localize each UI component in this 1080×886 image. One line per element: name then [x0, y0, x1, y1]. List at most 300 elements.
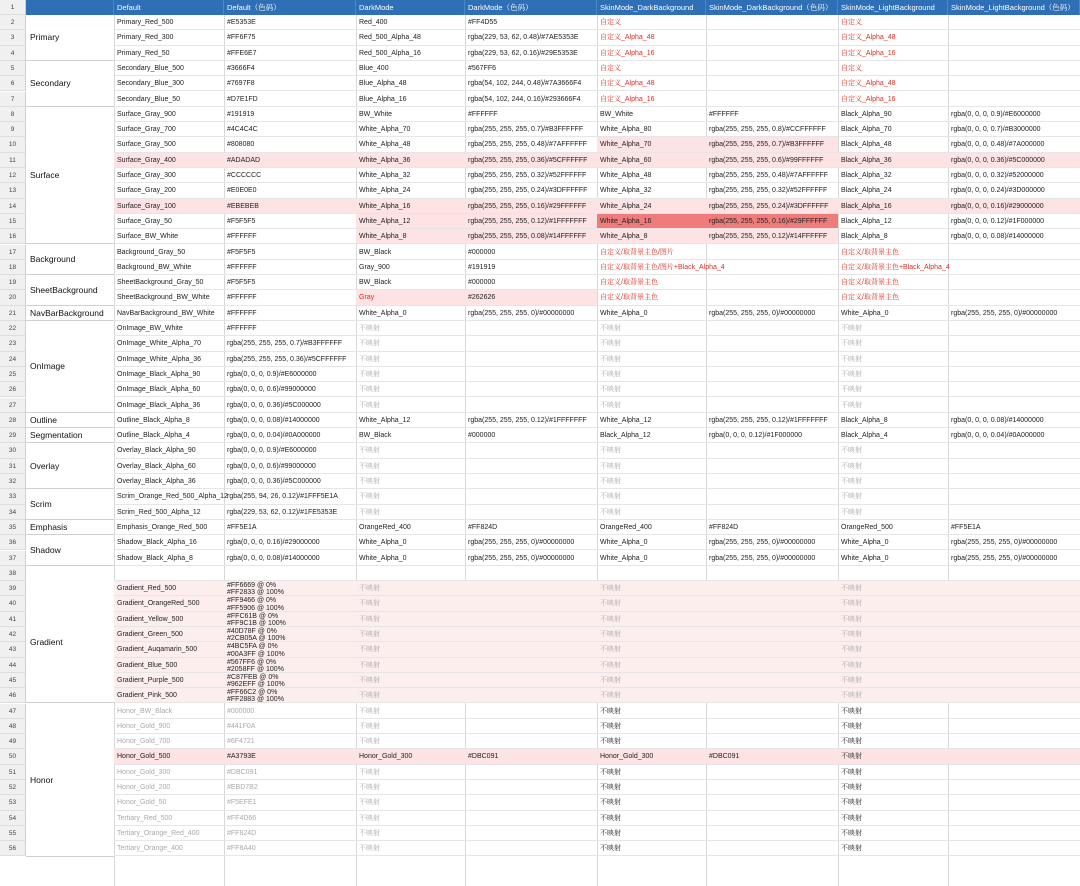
table-cell[interactable]: BW_Black — [356, 428, 465, 443]
table-cell[interactable]: Overlay_Black_Alpha_36 — [114, 474, 224, 489]
table-cell[interactable]: #CCCCCC — [224, 168, 356, 183]
table-cell[interactable]: rgba(0, 0, 0, 0.04)/#0A000000 — [948, 428, 1080, 443]
table-cell[interactable]: 不映射 — [597, 505, 706, 520]
table-cell[interactable]: 不映射 — [838, 627, 948, 642]
table-cell[interactable] — [948, 474, 1080, 489]
table-cell[interactable]: 不映射 — [356, 336, 465, 351]
table-cell[interactable]: Black_Alpha_48 — [838, 137, 948, 152]
table-cell[interactable]: 不映射 — [356, 505, 465, 520]
table-cell[interactable]: rgba(255, 255, 255, 0.32)/#52FFFFFF — [465, 168, 597, 183]
table-cell[interactable]: Black_Alpha_16 — [838, 199, 948, 214]
table-cell[interactable]: rgba(255, 255, 255, 0.12)/#1FFFFFFF — [706, 413, 838, 428]
table-cell[interactable] — [706, 780, 838, 795]
table-cell[interactable]: rgba(0, 0, 0, 0.36)/#5C000000 — [224, 398, 356, 413]
table-cell[interactable]: rgba(54, 102, 244, 0.16)/#293666F4 — [465, 92, 597, 107]
table-cell[interactable]: #ADADAD — [224, 153, 356, 168]
table-cell[interactable] — [706, 260, 838, 275]
table-cell[interactable]: 不映射 — [597, 719, 706, 734]
table-cell[interactable]: 自定义_Alpha_48 — [597, 76, 706, 91]
column-header[interactable]: Default — [114, 0, 224, 15]
table-cell[interactable] — [465, 673, 597, 688]
table-cell[interactable] — [948, 765, 1080, 780]
table-cell[interactable]: 自定义/取背景主色 — [838, 245, 948, 260]
table-cell[interactable]: 自定义/取背景主色 — [838, 275, 948, 290]
table-cell[interactable] — [948, 719, 1080, 734]
table-cell[interactable]: rgba(0, 0, 0, 0.16)/#29000000 — [224, 535, 356, 550]
table-cell[interactable]: rgba(255, 255, 255, 0)/#00000000 — [948, 306, 1080, 321]
table-cell[interactable]: #FF6669 @ 0% #FF2833 @ 100% — [224, 581, 356, 596]
table-cell[interactable]: White_Alpha_70 — [597, 137, 706, 152]
table-cell[interactable]: Blue_400 — [356, 61, 465, 76]
table-cell[interactable]: 自定义_Alpha_16 — [838, 92, 948, 107]
table-cell[interactable]: BW_Black — [356, 275, 465, 290]
table-cell[interactable]: #000000 — [465, 245, 597, 260]
table-cell[interactable]: 不映射 — [838, 658, 948, 673]
column-header[interactable]: SkinMode_DarkBackground — [597, 0, 706, 15]
table-cell[interactable]: #DBC091 — [465, 749, 597, 764]
table-cell[interactable]: 不映射 — [838, 459, 948, 474]
table-cell[interactable]: #441F0A — [224, 719, 356, 734]
table-cell[interactable]: 不映射 — [356, 382, 465, 397]
table-cell[interactable]: Black_Alpha_12 — [838, 214, 948, 229]
table-cell[interactable] — [706, 566, 838, 581]
table-cell[interactable]: rgba(255, 255, 255, 0)/#00000000 — [706, 551, 838, 566]
column-header[interactable]: SkinMode_DarkBackground（色码） — [706, 0, 838, 15]
table-cell[interactable]: White_Alpha_60 — [597, 153, 706, 168]
table-cell[interactable]: #FF6F75 — [224, 30, 356, 45]
table-cell[interactable]: Scrim_Orange_Red_500_Alpha_12 — [114, 489, 224, 504]
table-cell[interactable]: 不映射 — [597, 382, 706, 397]
table-cell[interactable]: 不映射 — [356, 734, 465, 749]
table-cell[interactable] — [465, 765, 597, 780]
table-cell[interactable]: 不映射 — [597, 780, 706, 795]
table-cell[interactable]: White_Alpha_0 — [838, 535, 948, 550]
table-cell[interactable]: OnImage_White_Alpha_70 — [114, 336, 224, 351]
table-cell[interactable]: rgba(0, 0, 0, 0.16)/#29000000 — [948, 199, 1080, 214]
table-cell[interactable]: #FF8A40 — [224, 841, 356, 856]
table-cell[interactable]: rgba(255, 255, 255, 0.24)/#3DFFFFFF — [706, 199, 838, 214]
table-cell[interactable]: rgba(255, 255, 255, 0)/#00000000 — [706, 306, 838, 321]
table-cell[interactable]: 不映射 — [597, 612, 706, 627]
table-cell[interactable]: Gradient_Red_500 — [114, 581, 224, 596]
table-cell[interactable] — [706, 627, 838, 642]
table-cell[interactable] — [706, 336, 838, 351]
table-cell[interactable] — [465, 642, 597, 657]
table-cell[interactable] — [465, 734, 597, 749]
table-cell[interactable] — [948, 642, 1080, 657]
table-cell[interactable]: White_Alpha_16 — [356, 199, 465, 214]
table-cell[interactable] — [465, 459, 597, 474]
table-cell[interactable]: rgba(0, 0, 0, 0.12)/#1F000000 — [948, 214, 1080, 229]
table-cell[interactable] — [706, 811, 838, 826]
table-cell[interactable]: Red_500_Alpha_16 — [356, 46, 465, 61]
table-cell[interactable]: Primary_Red_500 — [114, 15, 224, 30]
table-cell[interactable]: #FFFFFF — [224, 229, 356, 244]
table-cell[interactable]: Black_Alpha_36 — [838, 153, 948, 168]
table-cell[interactable]: 不映射 — [597, 673, 706, 688]
table-cell[interactable]: OnImage_White_Alpha_36 — [114, 352, 224, 367]
table-cell[interactable]: rgba(255, 255, 255, 0)/#00000000 — [465, 306, 597, 321]
table-cell[interactable]: #FFFFFF — [706, 107, 838, 122]
table-cell[interactable]: rgba(0, 0, 0, 0.9)/#E6000000 — [948, 107, 1080, 122]
table-cell[interactable]: Gray — [356, 290, 465, 305]
table-cell[interactable] — [948, 505, 1080, 520]
table-cell[interactable]: rgba(255, 255, 255, 0)/#00000000 — [706, 535, 838, 550]
table-cell[interactable]: Gradient_Pink_500 — [114, 688, 224, 703]
table-cell[interactable]: Gradient_Purple_500 — [114, 673, 224, 688]
table-cell[interactable]: #40D78F @ 0% #2CB05A @ 100% — [224, 627, 356, 642]
table-cell[interactable]: 不映射 — [838, 673, 948, 688]
table-cell[interactable]: #FFFFFF — [224, 321, 356, 336]
table-cell[interactable] — [706, 46, 838, 61]
table-cell[interactable]: Black_Alpha_4 — [838, 428, 948, 443]
table-cell[interactable]: 不映射 — [838, 505, 948, 520]
table-cell[interactable]: White_Alpha_48 — [597, 168, 706, 183]
table-cell[interactable] — [465, 321, 597, 336]
table-cell[interactable] — [948, 367, 1080, 382]
table-cell[interactable] — [706, 734, 838, 749]
table-cell[interactable] — [948, 688, 1080, 703]
table-cell[interactable]: 不映射 — [597, 795, 706, 810]
table-cell[interactable] — [948, 76, 1080, 91]
table-cell[interactable]: rgba(255, 255, 255, 0.48)/#7AFFFFFF — [706, 168, 838, 183]
table-cell[interactable]: #191919 — [224, 107, 356, 122]
table-cell[interactable]: rgba(255, 255, 255, 0.08)/#14FFFFFF — [465, 229, 597, 244]
table-cell[interactable]: 不映射 — [838, 826, 948, 841]
table-cell[interactable]: 自定义 — [838, 15, 948, 30]
table-cell[interactable]: rgba(255, 94, 26, 0.12)/#1FFF5E1A — [224, 489, 356, 504]
table-cell[interactable]: Secondary_Blue_50 — [114, 92, 224, 107]
table-cell[interactable]: 自定义 — [838, 61, 948, 76]
table-cell[interactable] — [706, 15, 838, 30]
table-cell[interactable] — [948, 566, 1080, 581]
table-cell[interactable]: Gradient_Yellow_500 — [114, 612, 224, 627]
table-cell[interactable] — [465, 688, 597, 703]
table-cell[interactable]: 不映射 — [597, 811, 706, 826]
table-cell[interactable] — [465, 367, 597, 382]
table-cell[interactable] — [706, 826, 838, 841]
table-cell[interactable]: 自定义/取背景主色/图片 — [597, 245, 706, 260]
table-cell[interactable]: rgba(255, 255, 255, 0)/#00000000 — [948, 535, 1080, 550]
table-cell[interactable]: Black_Alpha_32 — [838, 168, 948, 183]
table-cell[interactable] — [948, 841, 1080, 856]
table-cell[interactable] — [356, 566, 465, 581]
table-cell[interactable] — [948, 30, 1080, 45]
table-cell[interactable] — [465, 795, 597, 810]
table-cell[interactable]: rgba(0, 0, 0, 0.08)/#14000000 — [224, 413, 356, 428]
table-cell[interactable]: 不映射 — [356, 398, 465, 413]
table-cell[interactable]: 不映射 — [597, 321, 706, 336]
table-cell[interactable]: 不映射 — [838, 612, 948, 627]
table-cell[interactable]: BW_Black — [356, 245, 465, 260]
table-cell[interactable]: rgba(0, 0, 0, 0.48)/#7A000000 — [948, 137, 1080, 152]
table-cell[interactable] — [706, 321, 838, 336]
table-cell[interactable] — [706, 581, 838, 596]
table-cell[interactable] — [706, 658, 838, 673]
table-cell[interactable]: Gradient_OrangeRed_500 — [114, 596, 224, 611]
table-cell[interactable]: #E5353E — [224, 15, 356, 30]
table-cell[interactable]: #FF824D — [706, 520, 838, 535]
table-cell[interactable]: OnImage_Black_Alpha_90 — [114, 367, 224, 382]
table-cell[interactable]: rgba(0, 0, 0, 0.04)/#0A000000 — [224, 428, 356, 443]
table-cell[interactable]: 自定义_Alpha_48 — [838, 76, 948, 91]
table-cell[interactable]: #C87FEB @ 0% #962EFF @ 100% — [224, 673, 356, 688]
table-cell[interactable]: #4BC5FA @ 0% #00A3FF @ 100% — [224, 642, 356, 657]
table-cell[interactable]: rgba(0, 0, 0, 0.9)/#E6000000 — [224, 367, 356, 382]
table-cell[interactable]: rgba(229, 53, 62, 0.16)/#29E5353E — [465, 46, 597, 61]
table-cell[interactable]: rgba(0, 0, 0, 0.36)/#5C000000 — [948, 153, 1080, 168]
table-cell[interactable]: White_Alpha_0 — [356, 535, 465, 550]
table-cell[interactable]: Surface_Gray_700 — [114, 122, 224, 137]
table-cell[interactable] — [465, 719, 597, 734]
table-cell[interactable]: rgba(255, 255, 255, 0.32)/#52FFFFFF — [706, 183, 838, 198]
table-cell[interactable]: 自定义/取背景主色 — [838, 290, 948, 305]
table-cell[interactable] — [706, 459, 838, 474]
table-cell[interactable] — [948, 260, 1080, 275]
table-cell[interactable]: 自定义/取背景主色/图片+Black_Alpha_4 — [597, 260, 706, 275]
table-cell[interactable] — [465, 352, 597, 367]
table-cell[interactable]: Blue_Alpha_16 — [356, 92, 465, 107]
table-cell[interactable] — [706, 841, 838, 856]
table-cell[interactable]: Black_Alpha_90 — [838, 107, 948, 122]
table-cell[interactable]: BW_White — [597, 107, 706, 122]
table-cell[interactable]: #FF4D66 — [224, 811, 356, 826]
table-cell[interactable]: Secondary_Blue_300 — [114, 76, 224, 91]
table-cell[interactable]: 不映射 — [597, 658, 706, 673]
table-cell[interactable]: 不映射 — [356, 627, 465, 642]
table-cell[interactable]: White_Alpha_24 — [597, 199, 706, 214]
table-cell[interactable] — [948, 398, 1080, 413]
table-cell[interactable] — [597, 566, 706, 581]
table-cell[interactable] — [706, 367, 838, 382]
table-cell[interactable]: OnImage_BW_White — [114, 321, 224, 336]
table-cell[interactable]: White_Alpha_16 — [597, 214, 706, 229]
table-cell[interactable]: Primary_Red_300 — [114, 30, 224, 45]
table-cell[interactable] — [948, 382, 1080, 397]
table-cell[interactable]: 不映射 — [597, 367, 706, 382]
table-cell[interactable]: Overlay_Black_Alpha_90 — [114, 443, 224, 458]
table-cell[interactable]: White_Alpha_48 — [356, 137, 465, 152]
table-cell[interactable] — [465, 841, 597, 856]
table-cell[interactable]: 不映射 — [356, 765, 465, 780]
table-cell[interactable]: White_Alpha_12 — [597, 413, 706, 428]
table-cell[interactable] — [948, 92, 1080, 107]
table-cell[interactable] — [706, 688, 838, 703]
table-cell[interactable]: #808080 — [224, 137, 356, 152]
table-cell[interactable]: #FF66C2 @ 0% #FF2883 @ 100% — [224, 688, 356, 703]
table-cell[interactable]: OrangeRed_400 — [356, 520, 465, 535]
table-cell[interactable] — [948, 704, 1080, 719]
table-cell[interactable]: 不映射 — [838, 795, 948, 810]
table-cell[interactable]: 不映射 — [838, 688, 948, 703]
table-cell[interactable]: rgba(255, 255, 255, 0.16)/#29FFFFFF — [465, 199, 597, 214]
table-cell[interactable]: #000000 — [224, 704, 356, 719]
table-cell[interactable]: Black_Alpha_70 — [838, 122, 948, 137]
table-cell[interactable]: rgba(255, 255, 255, 0.12)/#1FFFFFFF — [465, 214, 597, 229]
table-cell[interactable]: #FFC61B @ 0% #FF9C1B @ 100% — [224, 612, 356, 627]
table-cell[interactable]: 不映射 — [838, 382, 948, 397]
table-cell[interactable]: #FF5E1A — [224, 520, 356, 535]
table-cell[interactable] — [948, 596, 1080, 611]
table-cell[interactable] — [948, 489, 1080, 504]
table-cell[interactable] — [465, 566, 597, 581]
table-cell[interactable]: Honor_Gold_300 — [114, 765, 224, 780]
table-cell[interactable]: White_Alpha_8 — [597, 229, 706, 244]
column-header[interactable] — [26, 0, 114, 15]
table-cell[interactable]: rgba(255, 255, 255, 0.8)/#CCFFFFFF — [706, 122, 838, 137]
table-cell[interactable] — [706, 61, 838, 76]
table-cell[interactable]: 不映射 — [356, 321, 465, 336]
table-cell[interactable]: #FFFFFF — [224, 290, 356, 305]
table-cell[interactable]: #4C4C4C — [224, 122, 356, 137]
table-cell[interactable]: Tertiary_Red_500 — [114, 811, 224, 826]
table-cell[interactable] — [706, 30, 838, 45]
table-cell[interactable]: 不映射 — [838, 336, 948, 351]
table-cell[interactable]: 不映射 — [597, 581, 706, 596]
table-cell[interactable] — [948, 826, 1080, 841]
table-cell[interactable] — [706, 612, 838, 627]
table-cell[interactable] — [948, 459, 1080, 474]
table-cell[interactable]: 自定义_Alpha_16 — [597, 46, 706, 61]
table-cell[interactable] — [706, 673, 838, 688]
table-cell[interactable] — [948, 61, 1080, 76]
table-cell[interactable]: #191919 — [465, 260, 597, 275]
table-cell[interactable]: 不映射 — [597, 765, 706, 780]
table-cell[interactable] — [224, 566, 356, 581]
table-cell[interactable]: 不映射 — [597, 627, 706, 642]
table-cell[interactable]: #3666F4 — [224, 61, 356, 76]
table-cell[interactable]: Honor_Gold_700 — [114, 734, 224, 749]
table-cell[interactable]: White_Alpha_32 — [356, 168, 465, 183]
table-cell[interactable]: Honor_Gold_200 — [114, 780, 224, 795]
table-cell[interactable] — [706, 704, 838, 719]
table-cell[interactable]: #FF9466 @ 0% #FF5906 @ 100% — [224, 596, 356, 611]
table-cell[interactable]: #FFFFFF — [224, 306, 356, 321]
table-cell[interactable] — [706, 398, 838, 413]
table-cell[interactable]: rgba(255, 255, 255, 0.7)/#B3FFFFFF — [706, 137, 838, 152]
table-cell[interactable]: #FF4D55 — [465, 15, 597, 30]
table-cell[interactable]: 不映射 — [597, 826, 706, 841]
table-cell[interactable]: #F5EFE1 — [224, 795, 356, 810]
table-cell[interactable]: 不映射 — [356, 795, 465, 810]
table-cell[interactable]: Shadow_Black_Alpha_16 — [114, 535, 224, 550]
table-cell[interactable]: Honor_Gold_300 — [597, 749, 706, 764]
table-cell[interactable]: White_Alpha_0 — [838, 551, 948, 566]
table-cell[interactable]: rgba(0, 0, 0, 0.08)/#14000000 — [948, 413, 1080, 428]
table-cell[interactable]: rgba(255, 255, 255, 0)/#00000000 — [465, 551, 597, 566]
table-cell[interactable]: SheetBackground_BW_White — [114, 290, 224, 305]
table-cell[interactable]: 不映射 — [356, 459, 465, 474]
table-cell[interactable] — [948, 290, 1080, 305]
table-cell[interactable] — [465, 474, 597, 489]
table-cell[interactable]: #FF5E1A — [948, 520, 1080, 535]
table-cell[interactable]: Overlay_Black_Alpha_60 — [114, 459, 224, 474]
table-cell[interactable]: 不映射 — [838, 489, 948, 504]
table-cell[interactable]: Scrim_Red_500_Alpha_12 — [114, 505, 224, 520]
table-cell[interactable]: 不映射 — [597, 642, 706, 657]
table-cell[interactable] — [948, 352, 1080, 367]
table-cell[interactable] — [948, 658, 1080, 673]
table-cell[interactable]: Red_400 — [356, 15, 465, 30]
table-cell[interactable]: #D7E1FD — [224, 92, 356, 107]
table-cell[interactable] — [948, 581, 1080, 596]
table-cell[interactable]: 自定义/取背景主色+Black_Alpha_4 — [838, 260, 948, 275]
table-cell[interactable]: #DBC091 — [706, 749, 838, 764]
table-cell[interactable]: #EBEBEB — [224, 199, 356, 214]
table-cell[interactable] — [706, 382, 838, 397]
table-cell[interactable]: rgba(0, 0, 0, 0.24)/#3D000000 — [948, 183, 1080, 198]
table-cell[interactable]: 不映射 — [597, 841, 706, 856]
table-cell[interactable]: #7697F8 — [224, 76, 356, 91]
table-cell[interactable]: 不映射 — [597, 474, 706, 489]
table-cell[interactable]: 不映射 — [356, 658, 465, 673]
table-cell[interactable]: 不映射 — [356, 673, 465, 688]
table-cell[interactable]: rgba(0, 0, 0, 0.08)/#14000000 — [948, 229, 1080, 244]
table-cell[interactable]: White_Alpha_36 — [356, 153, 465, 168]
table-cell[interactable]: 自定义_Alpha_16 — [597, 92, 706, 107]
table-cell[interactable]: Honor_Gold_900 — [114, 719, 224, 734]
table-cell[interactable]: 不映射 — [838, 367, 948, 382]
table-cell[interactable]: #DBC091 — [224, 765, 356, 780]
table-cell[interactable]: 不映射 — [356, 780, 465, 795]
table-cell[interactable] — [706, 290, 838, 305]
table-cell[interactable]: 不映射 — [356, 443, 465, 458]
table-cell[interactable]: OrangeRed_500 — [838, 520, 948, 535]
table-cell[interactable] — [948, 336, 1080, 351]
table-cell[interactable]: 不映射 — [356, 719, 465, 734]
table-cell[interactable]: 不映射 — [838, 642, 948, 657]
table-cell[interactable]: 不映射 — [597, 688, 706, 703]
table-cell[interactable]: 自定义/取背景主色 — [597, 290, 706, 305]
table-cell[interactable] — [706, 765, 838, 780]
table-cell[interactable]: BW_White — [356, 107, 465, 122]
table-cell[interactable]: 不映射 — [597, 734, 706, 749]
table-cell[interactable] — [465, 826, 597, 841]
table-cell[interactable]: #FFE6E7 — [224, 46, 356, 61]
table-cell[interactable]: Black_Alpha_12 — [597, 428, 706, 443]
table-cell[interactable] — [706, 275, 838, 290]
table-cell[interactable] — [948, 780, 1080, 795]
table-cell[interactable]: #F5F5F5 — [224, 214, 356, 229]
table-cell[interactable]: rgba(255, 255, 255, 0.16)/#29FFFFFF — [706, 214, 838, 229]
table-cell[interactable]: rgba(255, 255, 255, 0)/#00000000 — [465, 535, 597, 550]
table-cell[interactable]: OnImage_Black_Alpha_60 — [114, 382, 224, 397]
table-cell[interactable]: #567FF6 — [465, 61, 597, 76]
table-cell[interactable] — [114, 566, 224, 581]
table-cell[interactable]: OnImage_Black_Alpha_36 — [114, 398, 224, 413]
table-cell[interactable]: rgba(0, 0, 0, 0.6)/#99000000 — [224, 459, 356, 474]
table-cell[interactable] — [706, 795, 838, 810]
table-cell[interactable]: Blue_Alpha_48 — [356, 76, 465, 91]
table-cell[interactable] — [948, 734, 1080, 749]
table-cell[interactable] — [706, 474, 838, 489]
table-cell[interactable]: Gray_900 — [356, 260, 465, 275]
table-cell[interactable]: Surface_Gray_900 — [114, 107, 224, 122]
table-cell[interactable]: 不映射 — [597, 459, 706, 474]
table-cell[interactable]: Honor_Gold_500 — [114, 749, 224, 764]
table-cell[interactable] — [706, 245, 838, 260]
table-cell[interactable]: Surface_BW_White — [114, 229, 224, 244]
table-cell[interactable]: 不映射 — [356, 612, 465, 627]
table-cell[interactable]: 不映射 — [838, 765, 948, 780]
table-cell[interactable]: rgba(0, 0, 0, 0.36)/#5C000000 — [224, 474, 356, 489]
table-cell[interactable] — [706, 596, 838, 611]
table-cell[interactable] — [465, 811, 597, 826]
table-cell[interactable]: 不映射 — [356, 596, 465, 611]
column-header[interactable]: SkinMode_LightBackground — [838, 0, 948, 15]
table-cell[interactable]: Shadow_Black_Alpha_8 — [114, 551, 224, 566]
table-cell[interactable]: SheetBackground_Gray_50 — [114, 275, 224, 290]
